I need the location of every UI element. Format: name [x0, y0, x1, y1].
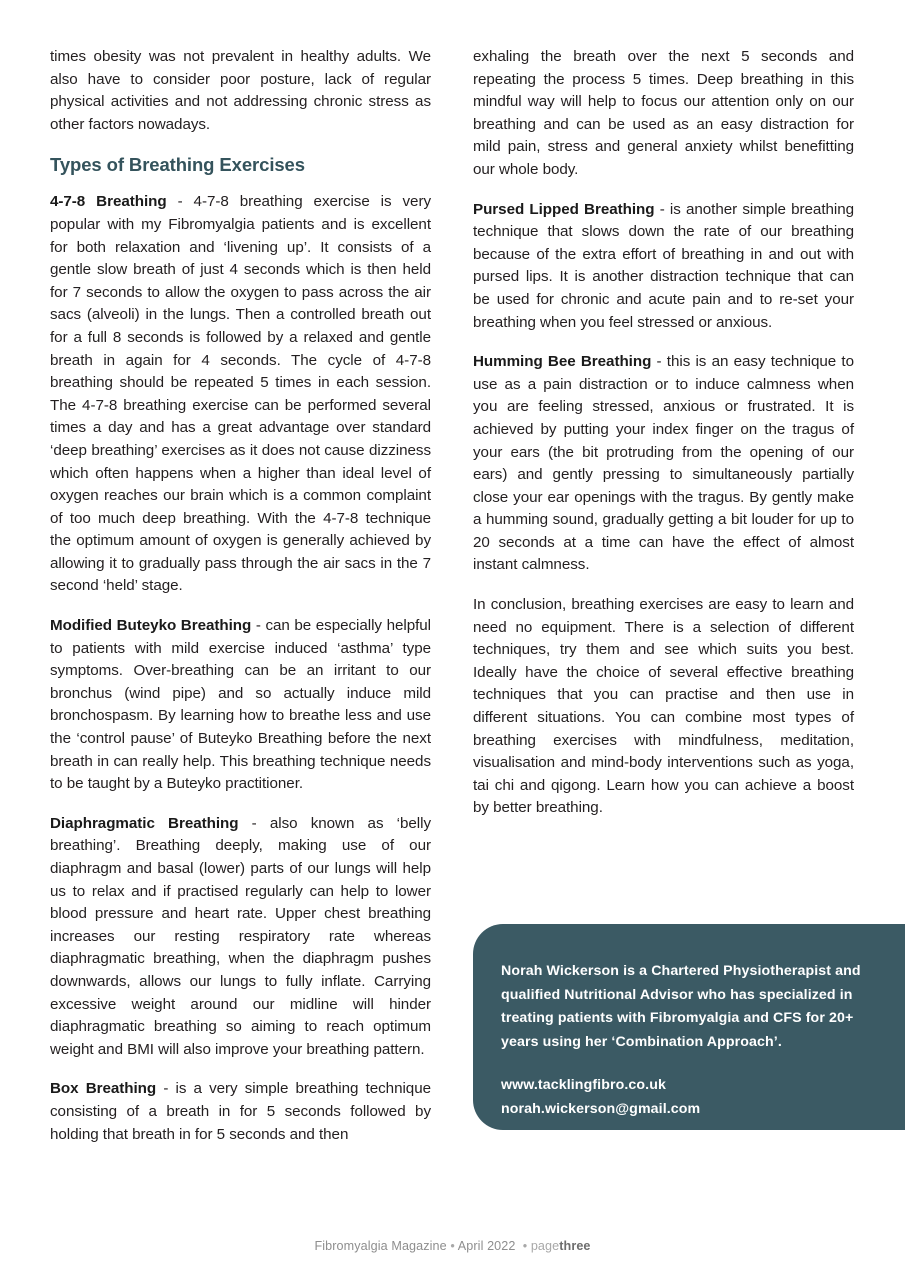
paragraph-text: In conclusion, breathing exercises are easy to learn and need no equipment. There is a selection of different techniques, try them and see which suits you best. Ideally have the choice of several effective breathing techniques that you can practise and then use in different situations. You can combine most types of breathing exercises with mindfulness, meditation, visualisation and mind-body interventions such as yoga, tai chi and qigong. Learn how you can achieve a boost by better breathing.: [473, 596, 854, 817]
paragraph-conclusion: [473, 594, 854, 820]
footer-separator-1: •: [446, 1239, 458, 1253]
paragraph-478-breathing: [50, 191, 431, 598]
term-label-diaphragmatic: Diaphragmatic Breathing: [50, 814, 239, 832]
paragraph-diaphragmatic-breathing: [50, 813, 431, 1062]
right-column: [473, 46, 854, 837]
paragraph-text: times obesity was not prevalent in healthy adults. We also have to consider poor posture, lack of regular physical activities and not addressing chronic stress as other factors nowadays.: [50, 48, 431, 133]
footer-issue-date: April 2022: [457, 1239, 516, 1253]
paragraph-text: - can be especially helpful to patients with mild exercise induced ‘asthma’ type symptoms. Over-breathing can be an irritant to our bronchus (wind pipe) and so actually induce mild bronchospasm. By learning how to breathe less and use the ‘control pause’ of Buteyko Breathing before the next breath in can really help. This breathing technique needs to be taught by a Buteyko practitioner.: [50, 617, 431, 793]
page-title: Types of Breathing Exercises: [50, 154, 305, 176]
left-column: [50, 46, 431, 1163]
paragraph-text: - also known as ‘belly breathing’. Breathing deeply, making use of our diaphragm and basal (lower) parts of our lungs will help us to relax and if practised regularly can help to lower blood pressure and heart rate. Upper chest breathing increases our resting respiratory rate whereas diaphragmatic breathing, when the diaphragm pushes downwards, allows our lungs to fully inflate. Carrying excessive weight around our midline will hinder diaphragmatic breathing so aiming to reach optimum weight and BMI will also improve your breathing pattern.: [50, 814, 431, 1058]
paragraph-text: - this is an easy technique to use as a pain distraction or to induce calmness when you are feeling stressed, anxious or frustrated. It is achieved by putting your index finger on the tragus of your ears (the bit protruding from the opening of our ears) and gently pressing to simultaneously partially close your ear openings with the tragus. By gently make a humming sound, gradually getting a bit louder for up to 20 seconds at a time can have the effect of almost instant calmness.: [473, 353, 854, 574]
term-label-pursed-lipped: Pursed Lipped Breathing: [473, 200, 655, 218]
paragraph-pursed-lipped-breathing: [473, 199, 854, 335]
author-contact: [501, 1074, 865, 1121]
page-footer: [0, 1239, 905, 1253]
paragraph-continuation-right: [473, 46, 854, 182]
author-bio-box: [473, 924, 905, 1130]
footer-page-number: three: [559, 1239, 591, 1253]
paragraph-humming-bee-breathing: [473, 351, 854, 577]
author-email-link[interactable]: norah.wickerson@gmail.com: [501, 1100, 701, 1117]
author-website-link[interactable]: www.tacklingfibro.co.uk: [501, 1077, 666, 1093]
paragraph-continuation: [50, 46, 431, 136]
paragraph-text: - is a very simple breathing technique consisting of a breath in for 5 seconds followed by holding that breath in for 5 seconds and then: [50, 1080, 431, 1143]
footer-publication: Fibromyalgia Magazine: [314, 1239, 447, 1253]
term-label-buteyko: Modified Buteyko Breathing: [50, 617, 252, 635]
footer-separator-2: •: [515, 1239, 531, 1253]
paragraph-text: exhaling the breath over the next 5 seconds and repeating the process 5 times. Deep breathing in this mindful way will help to focus our attention only on our breathing and can be used as an easy distraction for mild pain, stress and general anxiety whilst benefitting our whole body.: [473, 48, 854, 178]
paragraph-text: - 4-7-8 breathing exercise is very popular with my Fibromyalgia patients and is excellent for both relaxation and ‘livening up’. It consists of a gentle slow breath of just 4 seconds which is then held for 7 seconds to allow the oxygen to pass across the air sacs (alveoli) in the lungs. Then a controlled breath out for a full 8 seconds is followed by a relaxed and gentle breath in again for 4 seconds. The cycle of 4-7-8 breathing should be repeated 5 times in each session. The 4-7-8 breathing exercise can be performed several times a day and has a great advantage over standard ‘deep breathing’ exercises as it does not cause dizziness which often happens when a higher than ideal level of oxygen reaches our brain which is a common complaint of too much deep breathing. With the 4-7-8 technique the optimum amount of oxygen is generally achieved by allowing it to gradually pass through the air sacs in the 7 second ‘held’ stage.: [50, 193, 432, 595]
paragraph-buteyko-breathing: [50, 615, 431, 796]
footer-page-word: page: [530, 1239, 560, 1253]
term-label-478: 4-7-8 Breathing: [50, 193, 167, 211]
author-bio-text: Norah Wickerson is a Chartered Physiotherapist and qualified Nutritional Advisor who has specialized in treating patients with Fibromyalgia and CFS for 20+ years using her ‘Combination Approach’.: [501, 963, 861, 1050]
paragraph-box-breathing: [50, 1078, 431, 1146]
term-label-box: Box Breathing: [50, 1080, 157, 1098]
term-label-humming-bee: Humming Bee Breathing: [473, 353, 652, 371]
paragraph-text: - is another simple breathing technique that slows down the rate of our breathing because of the extra effort of breathing in and out with pursed lips. It is another distraction technique that can be used for chronic and acute pain and to re-set your breathing when you feel stressed or anxious.: [473, 200, 854, 331]
